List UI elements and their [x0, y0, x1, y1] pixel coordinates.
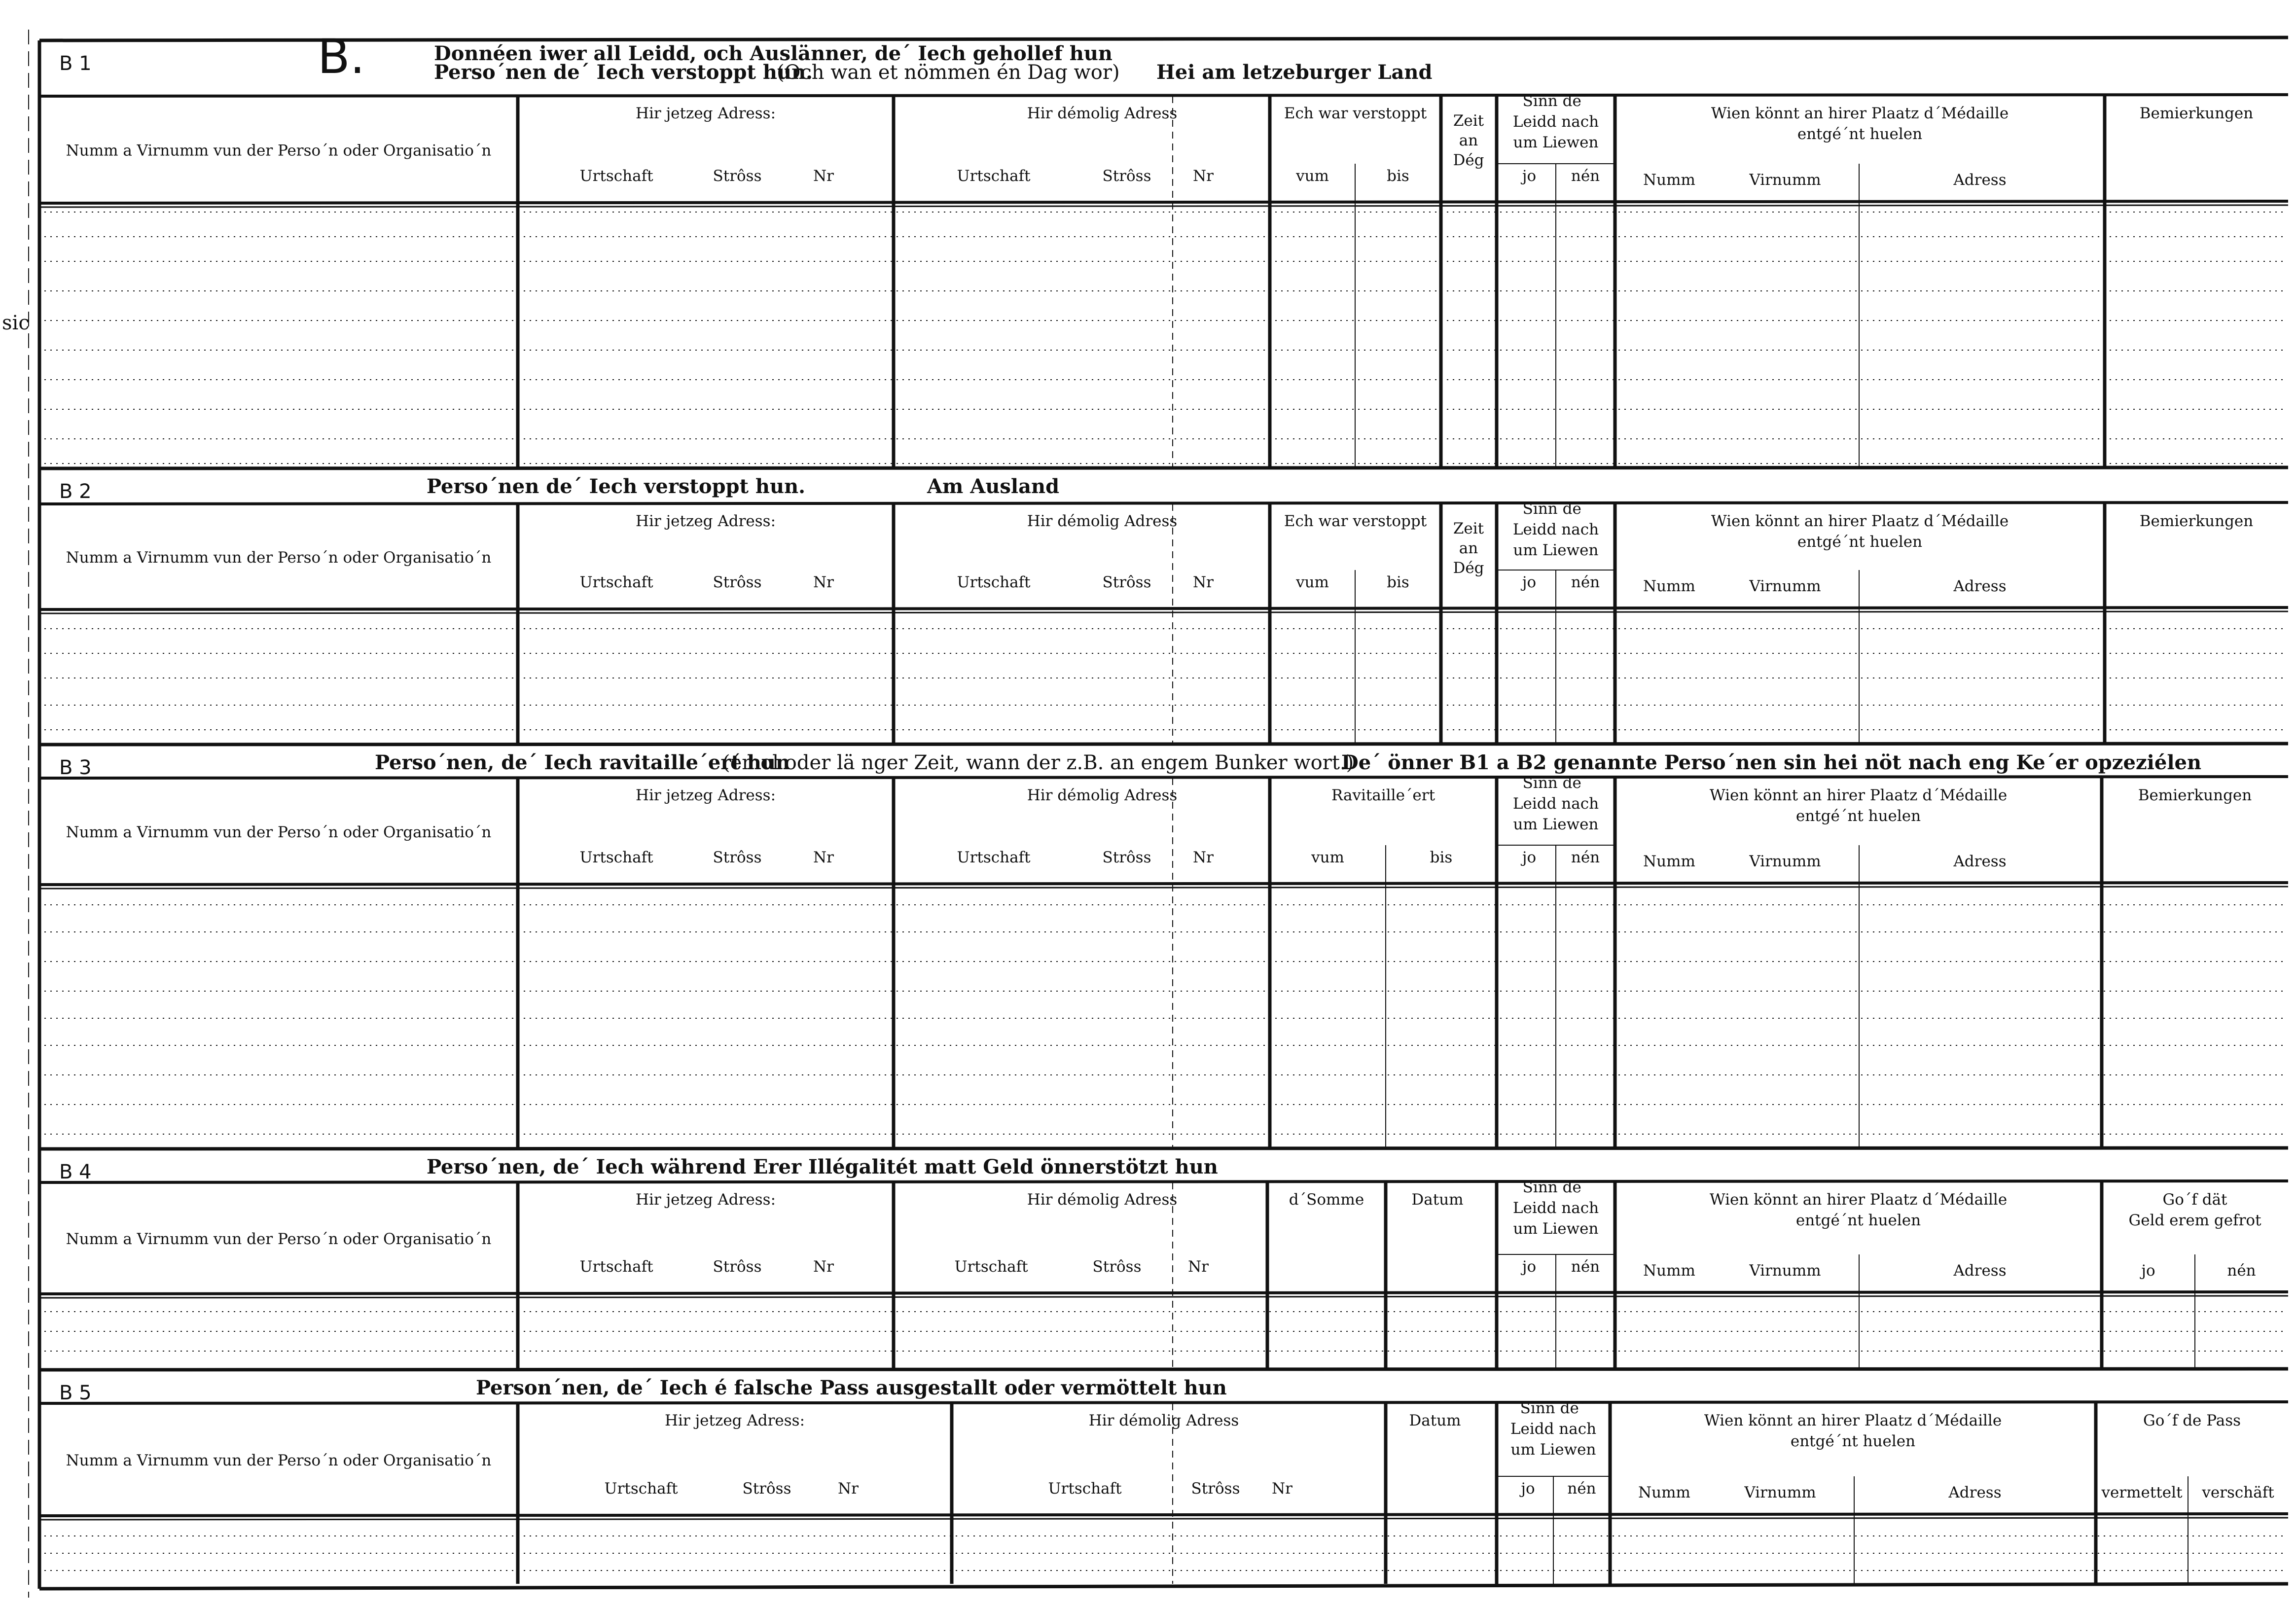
- header-street: Strôss: [1092, 1258, 1142, 1276]
- header-locality: Urtschaft: [579, 167, 653, 185]
- section-code: B 3: [59, 756, 92, 779]
- header-medal-name: Numm: [1643, 853, 1695, 870]
- header-locality: Urtschaft: [579, 849, 653, 866]
- header-current-address: Hir jetzeg Adress:: [635, 105, 776, 122]
- header-period: Ech war verstoppt: [1284, 512, 1427, 530]
- header-yes: jo: [1522, 849, 1537, 866]
- header-medal-address: Adress: [1953, 1262, 2007, 1280]
- header-medal: entgé´nt huelen: [1790, 1432, 1916, 1450]
- section-separator: [39, 467, 2288, 468]
- header-top-rule: [39, 777, 2288, 778]
- header-sum: d´Somme: [1289, 1191, 1364, 1209]
- header-former-address: Hir démolig Adress: [1027, 1191, 1178, 1209]
- header-name: Numm a Virnumm vun der Perso´n oder Organisatio´n: [66, 549, 492, 567]
- section-title: Person´nen, de´ Iech é falsche Pass ausgestallt oder vermöttelt hun: [476, 1376, 1227, 1399]
- header-street: Strôss: [1102, 167, 1151, 185]
- header-from: vum: [1296, 573, 1329, 591]
- header-top-rule: [39, 502, 2288, 504]
- header-medal-address: Adress: [1953, 171, 2007, 189]
- header-period: Ech war verstoppt: [1284, 105, 1427, 122]
- header-medal-first: Virnumm: [1749, 577, 1821, 595]
- header-top-rule: [39, 1402, 2288, 1403]
- header-name: Numm a Virnumm vun der Perso´n oder Organisatio´n: [66, 1230, 492, 1248]
- header-bottom-rule-thin: [39, 887, 2288, 889]
- header-bottom-rule-thin: [39, 1296, 2288, 1298]
- header-locality: Urtschaft: [954, 1258, 1028, 1276]
- header-locality: Urtschaft: [957, 167, 1031, 185]
- header-street: Strôss: [713, 849, 762, 866]
- header-medal-first: Virnumm: [1744, 1484, 1816, 1501]
- header-locality: Urtschaft: [579, 1258, 653, 1276]
- header-street: Strôss: [1102, 849, 1151, 866]
- section-title-note: (Och wan et nömmen én Dag wor): [777, 61, 1120, 84]
- header-yes: jo: [1522, 573, 1537, 591]
- header-medal: entgé´nt huelen: [1795, 807, 1921, 825]
- header-street: Strôss: [713, 167, 762, 185]
- header-nr: Nr: [1272, 1480, 1292, 1498]
- section-code: B 1: [59, 52, 92, 75]
- header-alive: Leidd nach: [1512, 113, 1599, 131]
- header-locality: Urtschaft: [957, 849, 1031, 866]
- header-name: Numm a Virnumm vun der Perso´n oder Organisatio´n: [66, 142, 492, 160]
- header-medal: Wien könnt an hirer Plaatz d´Médaille: [1704, 1412, 2002, 1429]
- section-title-extra: De´ önner B1 a B2 genannte Perso´nen sin hei nöt nach eng Ke´er opzeziélen: [1341, 751, 2202, 774]
- section-title: Perso´nen, de´ Iech während Erer Illégalitét matt Geld önnerstötzt hun: [427, 1155, 1218, 1178]
- header-nr: Nr: [1193, 849, 1214, 866]
- header-to: bis: [1387, 167, 1409, 185]
- section-title-note: (émol oder lä nger Zeit, wann der z.B. an engem Bunker wort.): [722, 751, 1354, 774]
- section-title: Perso´nen de´ Iech verstoppt hun.: [434, 61, 813, 84]
- header-locality: Urtschaft: [1048, 1480, 1122, 1498]
- header-street: Strôss: [1191, 1480, 1240, 1498]
- header-nr: Nr: [813, 1258, 834, 1276]
- header-alive: um Liewen: [1513, 541, 1599, 559]
- header-paid: Geld erem gefrot: [2128, 1212, 2261, 1229]
- header-alive: Sinn de´: [1522, 774, 1589, 792]
- header-medal-address: Adress: [1948, 1484, 2002, 1501]
- header-paid-yes: jo: [2141, 1262, 2155, 1280]
- header-bottom-rule: [39, 1514, 2288, 1516]
- header-top-rule: [39, 1181, 2288, 1182]
- header-no: nén: [1571, 849, 1600, 866]
- header-nr: Nr: [1188, 1258, 1209, 1276]
- form-text: [2, 29, 2274, 1501]
- header-medal-name: Numm: [1643, 171, 1695, 189]
- header-remarks: Bemierkungen: [2138, 786, 2252, 804]
- header-alive: um Liewen: [1513, 1220, 1599, 1238]
- header-alive: Leidd nach: [1512, 795, 1599, 813]
- section-code: B 5: [59, 1382, 92, 1404]
- header-remarks: Bemierkungen: [2139, 512, 2254, 530]
- header-medal: entgé´nt huelen: [1797, 125, 1923, 143]
- header-yes: jo: [1522, 1258, 1537, 1276]
- header-medal: Wien könnt an hirer Plaatz d´Médaille: [1709, 1191, 2008, 1209]
- section-separator: [39, 744, 2288, 745]
- header-alive: Sinn de´: [1522, 500, 1589, 518]
- header-current-address: Hir jetzeg Adress:: [664, 1412, 805, 1429]
- header-no: nén: [1571, 167, 1600, 185]
- header-no: nén: [1571, 1258, 1600, 1276]
- header-nr: Nr: [838, 1480, 859, 1498]
- header-medal-first: Virnumm: [1749, 171, 1821, 189]
- header-top-rule: [39, 95, 2288, 96]
- header-locality: Urtschaft: [604, 1480, 678, 1498]
- header-medal: entgé´nt huelen: [1797, 533, 1923, 551]
- header-no: nén: [1571, 573, 1600, 591]
- header-bottom-rule-thin: [39, 611, 2288, 613]
- header-medal: Wien könnt an hirer Plaatz d´Médaille: [1711, 512, 2009, 530]
- header-date: Datum: [1411, 1191, 1464, 1209]
- header-no: nén: [1567, 1480, 1596, 1498]
- header-nr: Nr: [813, 167, 834, 185]
- header-to: bis: [1430, 849, 1453, 866]
- header-medal-address: Adress: [1953, 577, 2007, 595]
- header-medal: Wien könnt an hirer Plaatz d´Médaille: [1709, 786, 2008, 804]
- header-from: vum: [1296, 167, 1329, 185]
- header-date: Datum: [1409, 1412, 1461, 1429]
- header-street: Strôss: [713, 1258, 762, 1276]
- header-former-address: Hir démolig Adress: [1027, 512, 1178, 530]
- header-nr: Nr: [813, 849, 834, 866]
- header-alive: Sinn de´: [1522, 92, 1589, 110]
- section-title-extra: Hei am letzeburger Land: [1156, 61, 1433, 84]
- table-rules: [29, 30, 2288, 1598]
- header-bottom-rule-thin: [39, 205, 2288, 207]
- section-title: Perso´nen de´ Iech verstoppt hun.: [427, 475, 806, 498]
- header-current-address: Hir jetzeg Adress:: [635, 786, 776, 804]
- outer-border-top: [39, 37, 2288, 40]
- header-medal-name: Numm: [1638, 1484, 1690, 1501]
- header-medal-name: Numm: [1643, 1262, 1695, 1280]
- header-former-address: Hir démolig Adress: [1088, 1412, 1239, 1429]
- header-street: Strôss: [713, 573, 762, 591]
- header-bottom-rule: [39, 607, 2288, 609]
- part-letter: B.: [317, 29, 365, 84]
- header-alive: um Liewen: [1513, 816, 1599, 833]
- header-pass-a: vermettelt: [2101, 1484, 2183, 1501]
- header-alive: Leidd nach: [1512, 1199, 1599, 1217]
- header-to: bis: [1387, 573, 1409, 591]
- header-from: vum: [1311, 849, 1344, 866]
- section-separator: [39, 1148, 2288, 1149]
- section-title: Perso´nen, de´ Iech ravitaille´ert hun: [375, 751, 790, 774]
- header-former-address: Hir démolig Adress: [1027, 105, 1178, 122]
- header-yes: jo: [1522, 167, 1537, 185]
- header-locality: Urtschaft: [957, 573, 1031, 591]
- header-pass: Go´f de Pass: [2143, 1412, 2241, 1429]
- header-former-address: Hir démolig Adress: [1027, 786, 1178, 804]
- section-title: Donnéen iwer all Leidd, och Auslänner, de´ Iech gehollef hun: [434, 42, 1112, 65]
- header-days: Zeit: [1453, 112, 1484, 130]
- header-days: Zeit: [1453, 520, 1484, 537]
- section-code: B 4: [59, 1161, 92, 1183]
- header-days: an: [1459, 132, 1478, 149]
- header-yes: jo: [1521, 1480, 1535, 1498]
- header-medal-name: Numm: [1643, 577, 1695, 595]
- header-alive: um Liewen: [1510, 1441, 1596, 1459]
- header-paid-no: nén: [2227, 1262, 2256, 1280]
- section-code: B 2: [59, 480, 92, 503]
- header-street: Strôss: [1102, 573, 1151, 591]
- header-medal-first: Virnumm: [1749, 853, 1821, 870]
- header-bottom-rule: [39, 1292, 2288, 1294]
- section-separator: [39, 1369, 2288, 1370]
- header-current-address: Hir jetzeg Adress:: [635, 1191, 776, 1209]
- header-street: Strôss: [742, 1480, 791, 1498]
- header-days: an: [1459, 539, 1478, 557]
- header-name: Numm a Virnumm vun der Perso´n oder Organisatio´n: [66, 823, 492, 841]
- header-days: Dég: [1453, 151, 1484, 169]
- section-title-extra: Am Ausland: [927, 475, 1060, 498]
- header-name: Numm a Virnumm vun der Perso´n oder Organisatio´n: [66, 1452, 492, 1469]
- header-nr: Nr: [1193, 167, 1214, 185]
- header-locality: Urtschaft: [579, 573, 653, 591]
- header-days: Dég: [1453, 559, 1484, 577]
- header-current-address: Hir jetzeg Adress:: [635, 512, 776, 530]
- header-medal-address: Adress: [1953, 853, 2007, 870]
- header-alive: Leidd nach: [1512, 521, 1599, 538]
- header-nr: Nr: [813, 573, 834, 591]
- outer-border-bottom: [39, 1584, 2288, 1589]
- header-nr: Nr: [1193, 573, 1214, 591]
- header-bottom-rule: [39, 201, 2288, 203]
- header-medal: Wien könnt an hirer Plaatz d´Médaille: [1711, 105, 2009, 122]
- margin-note: sic: [2, 312, 30, 334]
- header-alive: Sinn de´: [1520, 1399, 1587, 1417]
- header-paid: Go´f dät: [2162, 1191, 2227, 1209]
- header-pass-b: verschäft: [2202, 1484, 2274, 1501]
- header-alive: Sinn de´: [1522, 1178, 1589, 1196]
- header-medal-first: Virnumm: [1749, 1262, 1821, 1280]
- header-period: Ravitaille´ert: [1331, 786, 1435, 804]
- header-remarks: Bemierkungen: [2139, 105, 2254, 122]
- header-alive: Leidd nach: [1510, 1420, 1597, 1438]
- header-medal: entgé´nt huelen: [1795, 1212, 1921, 1229]
- header-bottom-rule: [39, 883, 2288, 885]
- header-bottom-rule-thin: [39, 1518, 2288, 1520]
- header-alive: um Liewen: [1513, 134, 1599, 151]
